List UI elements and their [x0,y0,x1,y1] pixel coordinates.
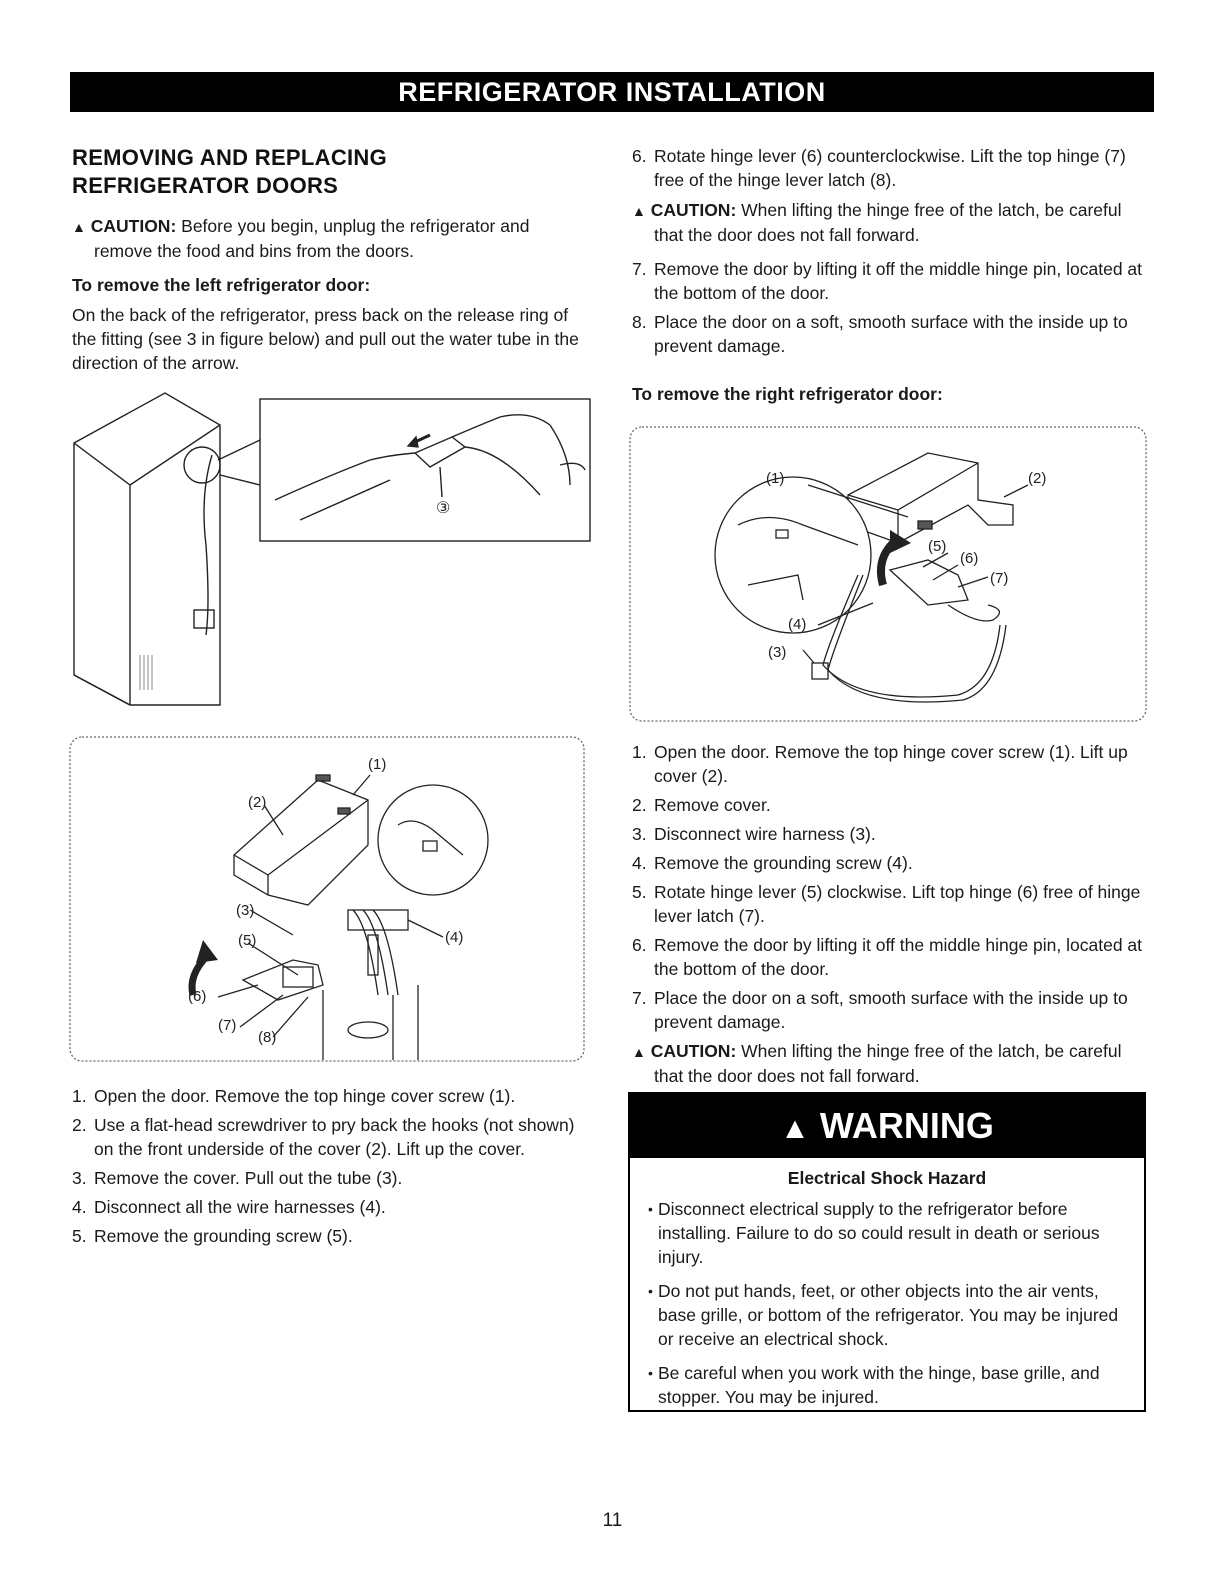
step-item [72,1084,592,1108]
right-hinge-illustration [628,425,1150,725]
caution-triangle-icon: ▲ [72,219,86,235]
step-number: 6. [632,146,647,166]
step-text: Place the door on a soft, smooth surface with the inside up to prevent damage. [654,312,1128,356]
step-item [632,986,1150,1034]
callout-5: (5) [928,538,947,555]
warning-subtitle: Electrical Shock Hazard [787,1168,987,1188]
step-number: 2. [72,1115,87,1135]
step-text: Disconnect wire harness (3). [654,824,876,844]
right-door-steps [632,740,1150,1098]
caution-text: When lifting the hinge free of the latch, be careful that the door does not fall forward. [654,200,1122,245]
caution-note [72,214,592,263]
step-item [632,822,1150,846]
step-number: 7. [632,259,647,279]
step-item [632,793,1150,817]
step-text: Rotate hinge lever (6) counterclockwise. Lift the top hinge (7) free of the hinge lever latch (8). [654,146,1126,190]
step-item [72,1166,592,1190]
caution-note-1 [632,198,1150,247]
warning-item: • Disconnect electrical supply to the refrigerator before installing. Failure to do so could result in death or serious injury. [648,1197,1126,1269]
left-door-steps [72,1084,592,1253]
step-text: Disconnect all the wire harnesses (4). [94,1197,386,1217]
caution-note-2 [632,1039,1150,1088]
heading-line-2: REFRIGERATOR DOORS [72,173,339,198]
callout-6: (6) [960,550,979,567]
step-item [632,740,1150,788]
caution-label: CAUTION: [650,200,737,220]
right-door-subheading: To remove the right refrigerator door: [632,384,943,404]
callout-6: (6) [188,988,207,1005]
step-text: Open the door. Remove the top hinge cover screw (1). Lift up cover (2). [654,742,1128,786]
step-number: 7. [632,988,647,1008]
step-item [632,851,1150,875]
step-number: 5. [632,882,647,902]
step-text: Rotate hinge lever (5) clockwise. Lift top hinge (6) free of hinge lever latch (7). [654,882,1141,926]
step-number: 1. [72,1086,87,1106]
step-item [632,880,1150,928]
caution-triangle-icon: ▲ [632,1044,646,1060]
callout-4: (4) [445,929,464,946]
step-number: 3. [632,824,647,844]
step-text: Remove the door by lifting it off the middle hinge pin, located at the bottom of the door. [654,935,1143,979]
step-number: 3. [72,1168,87,1188]
caution-triangle-icon: ▲ [632,203,646,219]
step-item [72,1195,592,1219]
heading-line-1: REMOVING AND REPLACING [72,145,388,170]
step-text: Use a flat-head screwdriver to pry back the hooks (not shown) on the front underside of the cover (2). Lift up the cover. [94,1115,575,1159]
step-item [632,310,1150,358]
left-hinge-figure [68,735,588,1065]
step-number: 8. [632,312,647,332]
step-number: 4. [72,1197,87,1217]
right-steps-list [632,740,1150,1034]
step-item [632,257,1150,305]
warning-item: • Be careful when you work with the hinge, base grille, and stopper. You may be injured. [648,1361,1126,1409]
warning-title: WARNING [819,1105,994,1146]
step-text: Remove cover. [654,795,771,815]
callout-5: (5) [238,932,257,949]
callout-8: (8) [258,1029,277,1046]
step-text: Open the door. Remove the top hinge cover screw (1). [94,1086,516,1106]
step-number: 6. [632,935,647,955]
caution-label: CAUTION: [90,216,177,236]
right-hinge-figure [628,425,1150,725]
callout-7: (7) [990,570,1009,587]
callout-2: (2) [248,794,267,811]
left-steps-list [72,1084,592,1248]
callout-7: (7) [218,1017,237,1034]
right-steps-top-list [632,144,1150,192]
left-door-subheading: To remove the left refrigerator door: [72,275,371,295]
callout-2: (2) [1028,470,1047,487]
water-tube-figure [70,385,595,720]
step-item [632,933,1150,981]
step-number: 4. [632,853,647,873]
callout-3: ③ [436,500,451,517]
warning-header [630,1094,1144,1158]
step-text: Place the door on a soft, smooth surface with the inside up to prevent damage. [654,988,1128,1032]
warning-box [628,1092,1146,1412]
caution-text: Before you begin, unplug the refrigerator and remove the food and bins from the doors. [94,216,530,261]
step-item [72,1113,592,1161]
right-steps-mid-list [632,257,1150,358]
left-door-intro: On the back of the refrigerator, press back on the release ring of the fitting (see 3 in figure below) and pull out the water tube in the direction of the arrow. [72,305,579,373]
warning-list [630,1197,1144,1409]
callout-3: (3) [236,902,255,919]
section-heading [72,144,592,200]
step-text: Remove the grounding screw (5). [94,1226,353,1246]
callout-4: (4) [788,616,807,633]
right-column [632,144,1150,412]
step-item [72,1224,592,1248]
callout-3: (3) [768,644,787,661]
warning-triangle-icon: ▲ [780,1112,810,1145]
step-item [632,144,1150,192]
section-banner: REFRIGERATOR INSTALLATION [70,72,1154,112]
callout-1: (1) [766,470,785,487]
callout-1: (1) [368,756,387,773]
left-hinge-illustration [68,735,588,1065]
step-number: 5. [72,1226,87,1246]
page-number: 11 [602,1510,623,1531]
left-column [72,144,592,375]
step-number: 2. [632,795,647,815]
caution-text: When lifting the hinge free of the latch, be careful that the door does not fall forward. [654,1041,1122,1086]
step-number: 1. [632,742,647,762]
caution-label: CAUTION: [650,1041,737,1061]
step-text: Remove the cover. Pull out the tube (3). [94,1168,403,1188]
step-text: Remove the grounding screw (4). [654,853,913,873]
step-text: Remove the door by lifting it off the middle hinge pin, located at the bottom of the door. [654,259,1143,303]
water-tube-illustration [70,385,595,720]
warning-item: • Do not put hands, feet, or other objects into the air vents, base grille, or bottom of the refrigerator. You may be injured or receive an electrical shock. [648,1279,1126,1351]
